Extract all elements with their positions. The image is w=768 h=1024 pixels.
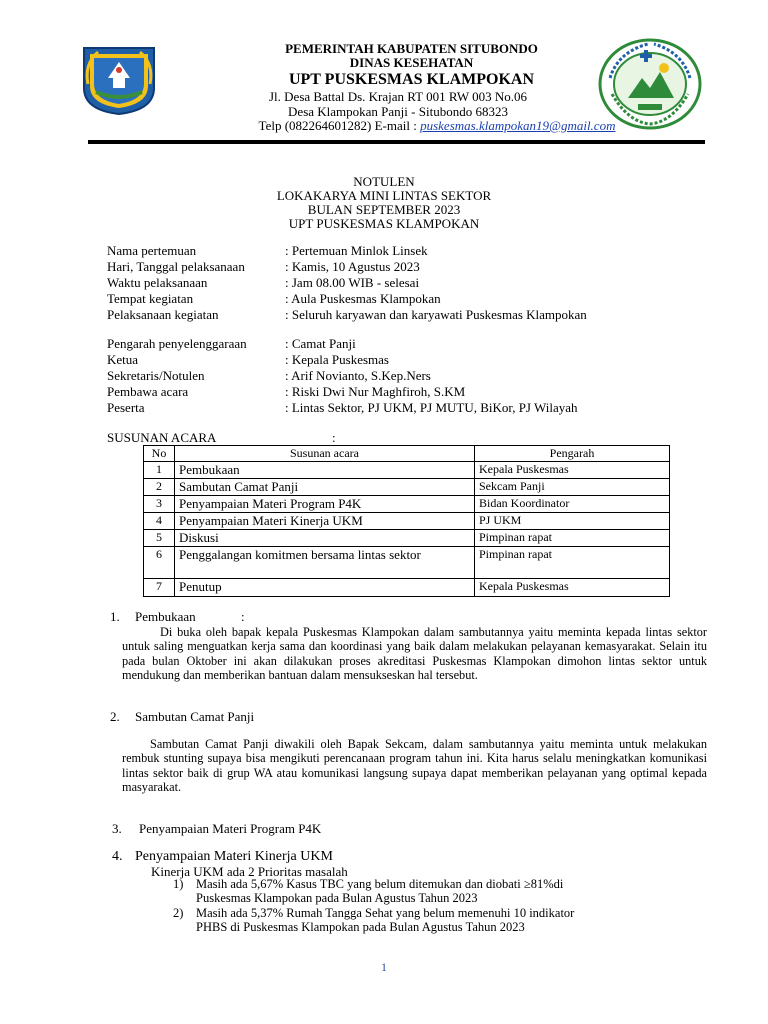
header-phone: Telp (082264601282) E-mail : — [258, 118, 421, 133]
info-value: : Kepala Puskesmas — [285, 352, 389, 367]
info-value: : Pertemuan Minlok Linsek — [285, 243, 428, 258]
section-4-number: 4. — [112, 849, 123, 864]
section-3-number: 3. — [112, 821, 122, 836]
agenda-row-pengarah: Pimpinan rapat — [475, 530, 670, 547]
header-address-line1: Jl. Desa Battal Ds. Krajan RT 001 RW 003 No.06 — [269, 89, 527, 104]
agenda-row-pengarah: Bidan Koordinator — [475, 496, 670, 513]
header-email-link[interactable]: puskesmas.klampokan19@gmail.com — [420, 118, 616, 133]
doc-title-line4: UPT PUSKESMAS KLAMPOKAN — [288, 216, 480, 231]
agenda-row — [144, 530, 670, 547]
info-value: : Riski Dwi Nur Maghfiroh, S.KM — [285, 384, 466, 399]
agenda-row-no: 5 — [144, 530, 175, 547]
agenda-row-no: 4 — [144, 513, 175, 530]
agenda-row-pengarah: Kepala Puskesmas — [475, 462, 670, 479]
info-label: Hari, Tanggal pelaksanaan — [107, 259, 245, 274]
section-3-title: Penyampaian Materi Program P4K — [139, 821, 322, 836]
section-1-colon: : — [241, 609, 245, 624]
header-government: PEMERINTAH KABUPATEN SITUBONDO — [285, 41, 538, 56]
agenda-row — [144, 579, 670, 597]
info-value: : Seluruh karyawan dan karyawati Puskesmas Klampokan — [285, 307, 587, 322]
info-label: Sekretaris/Notulen — [107, 368, 205, 383]
agenda-row-acara: Pembukaan — [175, 462, 475, 479]
info-label: Pembawa acara — [107, 384, 189, 399]
header-divider-thick — [88, 140, 705, 144]
agenda-row-no: 3 — [144, 496, 175, 513]
priority-item-line1: Masih ada 5,67% Kasus TBC yang belum ditemukan dan diobati ≥81%di — [196, 877, 564, 891]
info-value: : Arif Novianto, S.Kep.Ners — [285, 368, 431, 383]
agenda-header-row — [144, 446, 670, 462]
header-institution: UPT PUSKESMAS KLAMPOKAN — [288, 71, 535, 88]
agenda-row-pengarah: Kepala Puskesmas — [475, 579, 670, 597]
section-4-title: Penyampaian Materi Kinerja UKM — [135, 849, 333, 864]
section-1-number: 1. — [110, 609, 120, 624]
info-value: : Camat Panji — [285, 336, 356, 351]
info-label: Nama pertemuan — [107, 243, 197, 258]
agenda-row — [144, 547, 670, 579]
agenda-row — [144, 513, 670, 530]
section-1-title: Pembukaan — [135, 609, 196, 624]
agenda-row-acara: Sambutan Camat Panji — [175, 479, 475, 496]
info-label: Ketua — [107, 352, 139, 367]
info-label: Pelaksanaan kegiatan — [107, 307, 219, 322]
priority-item-line2: PHBS di Puskesmas Klampokan pada Bulan Agustus Tahun 2023 — [196, 920, 525, 934]
priority-item-line1: Masih ada 5,37% Rumah Tangga Sehat yang belum memenuhi 10 indikator — [196, 906, 575, 920]
agenda-row-no: 2 — [144, 479, 175, 496]
agenda-row — [144, 479, 670, 496]
agenda-header-pengarah: Pengarah — [475, 446, 670, 462]
agenda-header-no: No — [144, 446, 175, 462]
agenda-heading-colon: : — [332, 430, 336, 445]
agenda-row-no: 1 — [144, 462, 175, 479]
agenda-row-acara: Diskusi — [175, 530, 475, 547]
agenda-row-acara: Penyampaian Materi Program P4K — [175, 496, 475, 513]
info-label: Pengarah penyelenggaraan — [107, 336, 247, 351]
priority-item-number: 2) — [173, 906, 184, 920]
doc-title-line1: NOTULEN — [353, 174, 415, 189]
section-1-body: Di buka oleh bapak kepala Puskesmas Klampokan dalam sambutannya yaitu meminta kepada lintas sektor untuk saling menguatkan kerja sama dan koordinasi yang baik dalam melakukan pelayanan kemasyarakat. Selain itu pada bulan Oktober ini akan dilakukan proses akreditasi Puskesmas Klampokan dimohon lintas sektor untuk mendukung dan memberikan bantuan dalam mensukseskan hal tersebut. — [122, 625, 707, 683]
section-4-subtitle: Kinerja UKM ada 2 Prioritas masalah — [151, 864, 348, 879]
agenda-row — [144, 496, 670, 513]
section-2-body: Sambutan Camat Panji diwakili oleh Bapak Sekcam, dalam sambutannya yaitu meminta untuk melakukan rembuk stunting supaya bisa mengikuti perencanaan program tahun ini. Kita harus selalu meningkatkan komunikasi lintas sektor baik di grup WA atau komunikasi langsung supaya dapat memberikan pelayanan yang optimal kepada masyarakat. — [122, 737, 707, 795]
section-2-number: 2. — [110, 709, 120, 724]
agenda-row-acara: Penggalangan komitmen bersama lintas sektor — [175, 547, 475, 579]
info-value: : Kamis, 10 Agustus 2023 — [285, 259, 420, 274]
agenda-row-pengarah: PJ UKM — [475, 513, 670, 530]
agenda-row-acara: Penutup — [175, 579, 475, 597]
info-label: Peserta — [107, 400, 145, 415]
info-label: Waktu pelaksanaan — [107, 275, 208, 290]
info-value: : Jam 08.00 WIB - selesai — [285, 275, 420, 290]
agenda-header-acara: Susunan acara — [175, 446, 475, 462]
info-value: : Lintas Sektor, PJ UKM, PJ MUTU, BiKor, PJ Wilayah — [285, 400, 578, 415]
agenda-heading: SUSUNAN ACARA — [107, 430, 217, 445]
agenda-row-acara: Penyampaian Materi Kinerja UKM — [175, 513, 475, 530]
info-value: : Aula Puskesmas Klampokan — [285, 291, 441, 306]
doc-title-line2: LOKAKARYA MINI LINTAS SEKTOR — [276, 188, 492, 203]
priority-item-line2: Puskesmas Klampokan pada Bulan Agustus Tahun 2023 — [196, 891, 478, 905]
section-2-title: Sambutan Camat Panji — [135, 709, 255, 724]
info-label: Tempat kegiatan — [107, 291, 194, 306]
agenda-row-pengarah: Sekcam Panji — [475, 479, 670, 496]
agenda-row — [144, 462, 670, 479]
agenda-row-no: 6 — [144, 547, 175, 579]
agenda-table — [143, 445, 670, 597]
puskesmas-klampokan-logo-icon — [598, 38, 702, 130]
agenda-row-no: 7 — [144, 579, 175, 597]
priority-item-number: 1) — [173, 877, 184, 891]
doc-title-line3: BULAN SEPTEMBER 2023 — [307, 202, 461, 217]
header-department: DINAS KESEHATAN — [349, 55, 474, 70]
agenda-row-pengarah: Pimpinan rapat — [475, 547, 670, 579]
page-number: 1 — [381, 960, 387, 974]
header-address-line2: Desa Klampokan Panji - Situbondo 68323 — [288, 104, 508, 119]
